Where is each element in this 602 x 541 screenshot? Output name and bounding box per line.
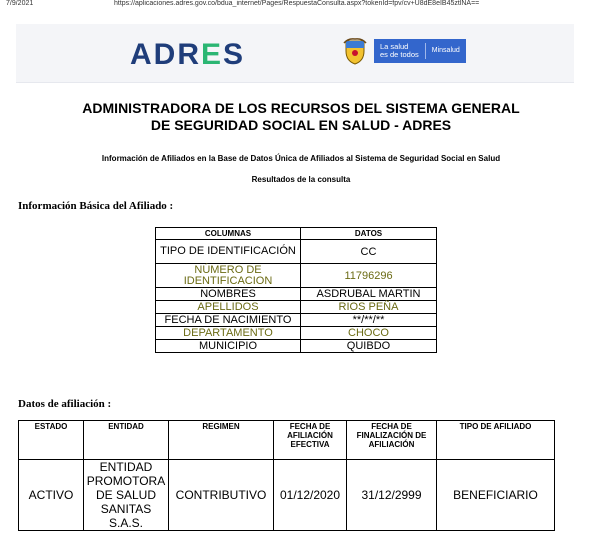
- print-date: 7/9/2021: [6, 0, 34, 7]
- effective-date-header: FECHA DE AFILIACIÓN EFECTIVA: [274, 421, 347, 460]
- adres-logo-accent: E: [201, 38, 224, 71]
- gov-slogan-line1: La salud: [380, 42, 409, 51]
- row-label: NÚMERO DE IDENTIFICACION: [156, 264, 301, 288]
- data-header: DATOS: [301, 228, 437, 240]
- table-row: [156, 240, 437, 264]
- table-row: [156, 264, 437, 288]
- table-row: [156, 288, 437, 301]
- status-cell: ACTIVO: [19, 460, 84, 531]
- effective-date-cell: 01/12/2020: [274, 460, 347, 531]
- gov-logo: [342, 36, 466, 66]
- status-header: ESTADO: [19, 421, 84, 460]
- row-value: ASDRUBAL MARTIN: [301, 288, 437, 301]
- table-row: [156, 314, 437, 327]
- page-title-line1: ADMINISTRADORA DE LOS RECURSOS DEL SISTEMA GENERAL: [82, 100, 520, 116]
- row-label: MUNICIPIO: [156, 340, 301, 353]
- row-value: **/**/**: [301, 314, 437, 327]
- print-url: https://aplicaciones.adres.gov.co/bdua_internet/Pages/RespuestaConsulta.aspx?tokenId=fpv/cv+U8dE8eIB45ztlNA==: [114, 0, 480, 7]
- results-label: Resultados de la consulta: [251, 175, 351, 184]
- table-row: [19, 460, 555, 531]
- basic-info-table: [155, 227, 437, 353]
- gov-banner-box: [374, 39, 466, 63]
- table-row: [156, 327, 437, 340]
- regime-cell: CONTRIBUTIVO: [169, 460, 274, 531]
- row-value: QUIBDO: [301, 340, 437, 353]
- regime-header: REGIMEN: [169, 421, 274, 460]
- table-row: [156, 301, 437, 314]
- row-label: TIPO DE IDENTIFICACIÓN: [156, 240, 301, 264]
- page-title-line2: DE SEGURIDAD SOCIAL EN SALUD - ADRES: [150, 117, 452, 133]
- basic-info-heading: Información Básica del Afiliado :: [18, 200, 174, 212]
- affiliation-heading: Datos de afiliación :: [18, 398, 112, 410]
- row-label: FECHA DE NACIMIENTO: [156, 314, 301, 327]
- adres-logo-text: ADRES: [130, 38, 246, 71]
- entity-cell: ENTIDAD PROMOTORA DE SALUD SANITAS S.A.S.: [84, 460, 169, 531]
- row-value: 11796296: [301, 264, 437, 288]
- row-label: NOMBRES: [156, 288, 301, 301]
- affiliate-type-header: TIPO DE AFILIADO: [437, 421, 555, 460]
- end-date-cell: 31/12/2999: [347, 460, 437, 531]
- end-date-header: FECHA DE FINALIZACIÓN DE AFILIACIÓN: [347, 421, 437, 460]
- row-label: DEPARTAMENTO: [156, 327, 301, 340]
- gov-slogan-line2: es de todos: [380, 50, 419, 59]
- table-row: [156, 340, 437, 353]
- affiliate-type-cell: BENEFICIARIO: [437, 460, 555, 531]
- row-value: RIOS PEÑA: [301, 301, 437, 314]
- page-title: [0, 100, 602, 134]
- row-value: CHOCO: [301, 327, 437, 340]
- row-value: CC: [301, 240, 437, 264]
- columns-header: COLUMNAS: [156, 228, 301, 240]
- basic-info-header-row: [156, 228, 437, 240]
- header-banner: [16, 24, 574, 83]
- adres-logo: [130, 38, 245, 72]
- affiliation-table: [18, 420, 555, 531]
- page-subtitle: Información de Afiliados en la Base de Datos Única de Afiliados al Sistema de Seguridad Social en Salud: [101, 154, 501, 163]
- print-header: [0, 0, 602, 10]
- gov-ministry: Minsalud: [431, 47, 460, 54]
- row-label: APELLIDOS: [156, 301, 301, 314]
- gov-divider: [425, 43, 426, 59]
- entity-header: ENTIDAD: [84, 421, 169, 460]
- colombia-shield-icon: [342, 37, 368, 65]
- affiliation-header-row: [19, 421, 555, 460]
